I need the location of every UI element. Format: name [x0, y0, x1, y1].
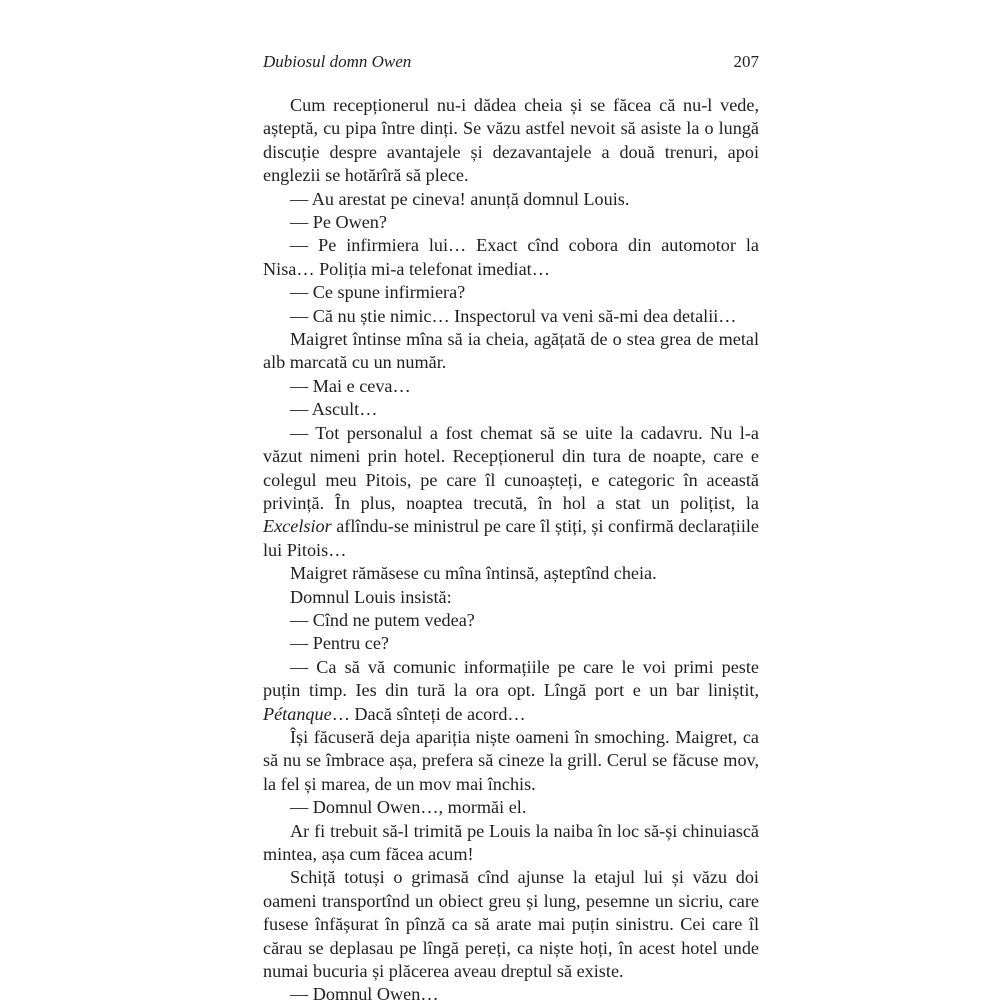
dialogue-line: [263, 375, 759, 398]
text-run: — Domnul Owen…: [290, 984, 439, 1005]
text-run: — Au arestat pe cineva! anunță domnul Louis.: [290, 188, 630, 209]
text-run: — Ce spune infirmiera?: [290, 282, 466, 303]
text-run: — Tot personalul a fost chemat să se uite la cadavru. Nu l-a văzut nimeni prin hotel. Recepționerul din tura de noapte, care e colegul meu Pitois, pe care îl cunoașteți, e categoric în această privință. În plus, noaptea trecută, în hol a stat un polițist, la: [263, 422, 759, 513]
paragraph: [263, 328, 759, 375]
text-run: — Ascult…: [290, 399, 378, 420]
text-run: — Mai e ceva…: [290, 375, 411, 396]
text-run: — Domnul Owen…, mormăi el.: [290, 797, 527, 818]
text-run: Cum recepționerul nu-i dădea cheia și se făcea că nu-l vede, așteptă, cu pipa între dinți. Se văzu astfel nevoit să asiste la o lungă discuție despre avantajele și dezavantajele a două trenuri, apoi englezii se hotărîră să plece.: [263, 95, 759, 186]
text-run: Își făcuseră deja apariția niște oameni în smoching. Maigret, ca să nu se îmbrace așa, prefera să cineze la grill. Cerul se făcuse mov, la fel și marea, de un mov mai închis.: [263, 726, 759, 794]
text-run: — Cînd ne putem vedea?: [290, 609, 475, 630]
body-text: [263, 94, 759, 1007]
text-run: — Pe infirmiera lui… Exact cînd cobora din automotor la Nisa… Poliția mi-a telefonat imediat…: [263, 235, 759, 279]
book-page: [263, 52, 759, 1007]
dialogue-line: [263, 983, 759, 1006]
dialogue-line: [263, 632, 759, 655]
text-run: — Că nu știe nimic… Inspectorul va veni să-mi dea detalii…: [290, 305, 737, 326]
dialogue-line: [263, 281, 759, 304]
dialogue-line: [263, 305, 759, 328]
text-run: Domnul Louis insistă:: [290, 586, 452, 607]
text-run: — Pentru ce?: [290, 633, 389, 654]
dialogue-line: [263, 211, 759, 234]
italic-text: Pétanque: [263, 703, 332, 724]
text-run: … Dacă sînteți de acord…: [331, 703, 526, 724]
text-run: Ar fi trebuit să-l trimită pe Louis la naiba în loc să-și chinuiască mintea, așa cum făcea acum!: [263, 820, 759, 864]
paragraph: [263, 866, 759, 983]
paragraph: [263, 94, 759, 188]
running-head-title: Dubiosul domn Owen: [263, 52, 412, 71]
dialogue-line: [263, 398, 759, 421]
dialogue-line: [263, 796, 759, 819]
paragraph: [263, 726, 759, 796]
text-run: — Ca să vă comunic informațiile pe care le voi primi peste puțin timp. Ies din tură la ora opt. Lîngă port e un bar liniștit,: [263, 656, 759, 701]
italic-text: Excelsior: [263, 516, 332, 537]
paragraph: [263, 422, 759, 562]
text-run: aflîndu-se ministrul pe care îl știți, și confirmă declarațiile lui Pitois…: [263, 516, 759, 560]
text-run: — Pe Owen?: [290, 212, 387, 233]
paragraph: [263, 820, 759, 867]
running-header: [263, 52, 759, 82]
dialogue-line: [263, 609, 759, 632]
dialogue-line: [263, 562, 759, 585]
text-run: Maigret rămăsese cu mîna întinsă, așteptînd cheia.: [290, 563, 657, 584]
text-run: Maigret întinse mîna să ia cheia, agățată de o stea grea de metal alb marcată cu un număr.: [263, 329, 759, 373]
text-run: Schiță totuși o grimasă cînd ajunse la etajul lui și văzu doi oameni transportînd un obiect greu și lung, pesemne un sicriu, care fusese înfășurat în pînză ca să arate mai puțin sinistru. Cei care îl cărau se deplasau pe lîngă pereți, ca niște hoți, în acest hotel unde numai bucuria și plăcerea aveau dreptul să existe.: [263, 867, 759, 982]
page-number: 207: [733, 52, 759, 71]
dialogue-line: [263, 188, 759, 211]
dialogue-line: [263, 586, 759, 609]
paragraph: [263, 234, 759, 281]
paragraph: [263, 656, 759, 726]
